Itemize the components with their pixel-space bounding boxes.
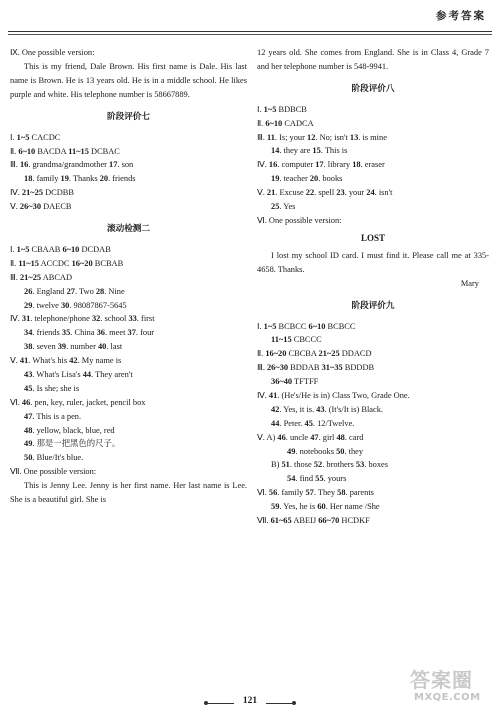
essay-jenny-lee: This is Jenny Lee. Jenny is her first name. Her last name is Lee. She is a beautiful girl. She is bbox=[10, 481, 247, 504]
header-rule-thick bbox=[8, 31, 492, 32]
essay-jenny-lee-continued: 12 years old. She comes from England. She is in Class 4, Grade 7 and her telephone number is 548-9941. bbox=[257, 48, 489, 71]
answer-line: Ⅵ. 46. pen, key, ruler, jacket, pencil box bbox=[10, 397, 146, 407]
answer-line: Ⅱ. 11~15 ACCDC 16~20 BCBAB bbox=[10, 258, 124, 268]
section-title-rolling-test-2: 滚动检测二 bbox=[107, 223, 150, 234]
page-number: 121 bbox=[242, 696, 258, 706]
answer-line: 18. family 19. Thanks 20. friends bbox=[24, 174, 136, 184]
answer-line: Ⅰ. 1~5 CBAAB 6~10 DCDAB bbox=[10, 244, 111, 254]
answer-line: Ⅱ. 6~10 BACDA 11~15 DCBAC bbox=[10, 146, 120, 156]
answer-line: Ⅰ. 1~5 BDBCB bbox=[257, 104, 307, 114]
page-header bbox=[0, 0, 500, 40]
lost-notice-title: LOST bbox=[360, 232, 385, 243]
section-title-stage-8: 阶段评价八 bbox=[351, 83, 395, 94]
answer-line: 25. Yes bbox=[271, 202, 296, 212]
left-column bbox=[10, 46, 247, 507]
answer-line: 48. yellow, black, blue, red bbox=[24, 425, 115, 435]
answer-line: 45. Is she; she is bbox=[24, 383, 80, 393]
right-column bbox=[257, 46, 489, 528]
answer-line: Ⅶ. 61~65 ABEIJ 66~70 HCDKF bbox=[257, 516, 370, 525]
answer-line: 49. notebooks 50. they bbox=[287, 446, 364, 456]
answer-line: Ⅳ. 16. computer 17. library 18. eraser bbox=[257, 160, 385, 170]
lost-notice-body: I lost my school ID card. I must find it. Please call me at 335-4658. Thanks. bbox=[257, 250, 489, 274]
header-title: 参考答案 bbox=[436, 10, 486, 22]
answer-line: Ⅴ. 21. Excuse 22. spell 23. your 24. isn't bbox=[257, 188, 393, 198]
answer-line: 47. This is a pen. bbox=[24, 411, 82, 421]
answer-line: Ⅲ. 21~25 ABCAD bbox=[10, 272, 73, 282]
answer-line: Ⅴ. A) 46. uncle 47. girl 48. card bbox=[257, 432, 364, 442]
answer-line: 26. England 27. Two 28. Nine bbox=[24, 286, 125, 296]
answer-line: Ⅲ. 26~30 BDDAB 31~35 BDDDB bbox=[257, 363, 375, 373]
answer-line: Ⅲ. 16. grandma/grandmother 17. son bbox=[10, 160, 134, 170]
answer-line: Ⅳ. 41. (He's/He is in) Class Two, Grade One. bbox=[257, 390, 410, 400]
answer-line: Ⅳ. 21~25 DCDBB bbox=[10, 188, 74, 198]
answer-line: 54. find 55. yours bbox=[287, 474, 347, 484]
section-ix-heading: Ⅸ. One possible version: bbox=[10, 48, 95, 57]
header-rule-thin bbox=[8, 34, 492, 35]
answer-line: Ⅳ. 31. telephone/phone 32. school 33. first bbox=[10, 314, 155, 324]
answer-line: 38. seven 39. number 40. last bbox=[24, 342, 123, 352]
answer-line: Ⅰ. 1~5 CACDC bbox=[10, 132, 61, 142]
watermark-text: 答案圈 bbox=[410, 668, 473, 692]
answer-line: 44. Peter. 45. 12/Twelve. bbox=[271, 418, 355, 428]
answer-line: Ⅱ. 16~20 CBCBA 21~25 DDACD bbox=[257, 349, 372, 359]
watermark-url: MXQE.COM bbox=[414, 692, 481, 703]
section-vii-heading: Ⅶ. One possible version: bbox=[10, 467, 97, 477]
answer-line: Ⅴ. 26~30 DAECB bbox=[10, 202, 72, 212]
answer-line: Ⅴ. 41. What's his 42. My name is bbox=[10, 356, 122, 366]
answer-line: 14. they are 15. This is bbox=[271, 146, 348, 156]
answer-line: 36~40 TFTFF bbox=[271, 377, 319, 387]
answer-line: 43. What's Lisa's 44. They aren't bbox=[24, 369, 133, 379]
footer-ornament-right bbox=[266, 703, 294, 704]
answer-line: Ⅱ. 6~10 CADCA bbox=[257, 118, 314, 128]
answer-line: 34. friends 35. China 36. meet 37. four bbox=[24, 328, 155, 338]
answer-line: 50. Blue/It's blue. bbox=[24, 453, 84, 463]
footer-ornament-left bbox=[206, 703, 234, 704]
lost-notice-signature: Mary bbox=[460, 278, 479, 288]
answer-line: 11~15 CBCCC bbox=[271, 335, 322, 345]
answer-line: Ⅲ. 11. Is; your 12. No; isn't 13. is mine bbox=[257, 132, 387, 142]
answer-line: 49. 那是一把黑色的尺子。 bbox=[24, 439, 121, 449]
section-title-stage-9: 阶段评价九 bbox=[351, 300, 395, 311]
answer-line: Ⅰ. 1~5 BCBCC 6~10 BCBCC bbox=[257, 321, 356, 331]
answer-line: 19. teacher 20. books bbox=[271, 174, 343, 184]
answer-line: 29. twelve 30. 98087867-5645 bbox=[24, 300, 127, 310]
watermark-logo bbox=[410, 664, 492, 708]
section-title-stage-7: 阶段评价七 bbox=[107, 111, 150, 122]
section-vi-heading: Ⅵ. One possible version: bbox=[257, 215, 342, 225]
answer-line: Ⅵ. 56. family 57. They 58. parents bbox=[257, 488, 374, 498]
essay-dale-brown: This is my friend, Dale Brown. His first name is Dale. His last name is Brown. He is 13 years old. He is in a middle school. He likes purple and white. His telephone number is 58667889. bbox=[10, 61, 247, 99]
answer-line: 59. Yes, he is 60. Her name /She bbox=[271, 502, 380, 512]
answer-line: B) 51. those 52. brothers 53. boxes bbox=[271, 460, 389, 470]
answer-line: 42. Yes, it is. 43. (It's/It is) Black. bbox=[271, 404, 384, 414]
